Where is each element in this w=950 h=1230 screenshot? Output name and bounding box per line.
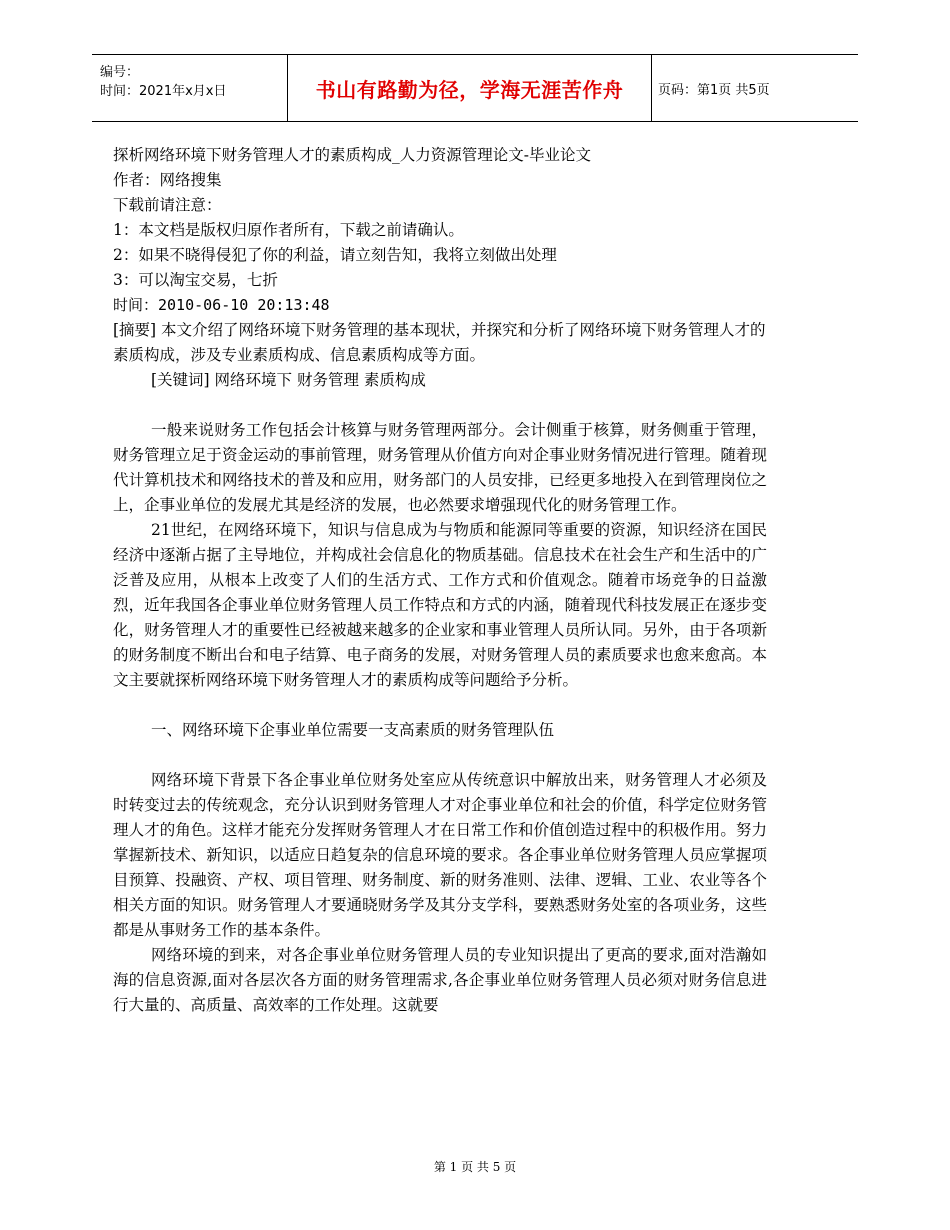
paragraph-1: 一般来说财务工作包括会计核算与财务管理两部分。会计侧重于核算，财务侧重于管理，财务管理立足于资金运动的事前管理，财务管理从价值方向对企事业财务情况进行管理。随着现代计算机技术和网络技术的普及和应用，财务部门的人员安排，已经更多地投入在到管理岗位之上，企事业单位的发展尤其是经济的发展，也必然要求增强现代化的财务管理工作。 <box>113 421 767 514</box>
document-body <box>113 143 767 1018</box>
header-meta-cell <box>92 55 288 121</box>
notice-heading: 下载前请注意： <box>113 196 222 214</box>
spacer <box>113 393 767 418</box>
footer-page-number: 第 1 页 共 5 页 <box>433 1160 517 1174</box>
paragraph-3: 网络环境下背景下各企事业单位财务处室应从传统意识中解放出来，财务管理人才必须及时转变过去的传统观念，充分认识到财务管理人才对企事业单位和社会的价值，科学定位财务管理人才的角色。这样才能充分发挥财务管理人才在日常工作和价值创造过程中的积极作用。努力掌握新技术、新知识，以适应日趋复杂的信息环境的要求。各企事业单位财务管理人员应掌握项目预算、投融资、产权、项目管理、财务制度、新的财务准则、法律、逻辑、工业、农业等各个相关方面的知识。财务管理人才要通晓财务学及其分支学科，要熟悉财务处室的各项业务，这些都是从事财务工作的基本条件。 <box>113 771 767 939</box>
page-header <box>92 54 858 122</box>
notice-item-2: 2：如果不晓得侵犯了你的利益，请立刻告知，我将立刻做出处理 <box>113 246 557 264</box>
document-title: 探析网络环境下财务管理人才的素质构成_人力资源管理论文-毕业论文 <box>113 146 591 164</box>
page-footer <box>0 1158 950 1175</box>
spacer <box>113 743 767 768</box>
abstract: [摘要] 本文介绍了网络环境下财务管理的基本现状，并探究和分析了网络环境下财务管理人才的素质构成，涉及专业素质构成、信息素质构成等方面。 <box>113 321 766 364</box>
document-author: 作者：网络搜集 <box>113 171 222 189</box>
document-number-label: 编号： <box>100 65 140 80</box>
header-page-label: 页码：第1页 共5页 <box>658 82 770 98</box>
notice-item-1: 1：本文档是版权归原作者所有，下载之前请确认。 <box>113 221 464 239</box>
keywords: [关键词] 网络环境下 财务管理 素质构成 <box>151 371 426 389</box>
paragraph-4: 网络环境的到来，对各企事业单位财务管理人员的专业知识提出了更高的要求,面对浩瀚如海的信息资源,面对各层次各方面的财务管理需求,各企事业单位财务管理人员必须对财务信息进行大量的、高质量、高效率的工作处理。这就要 <box>113 946 767 1014</box>
paragraph-2: 21世纪，在网络环境下，知识与信息成为与物质和能源同等重要的资源，知识经济在国民经济中逐渐占据了主导地位，并构成社会信息化的物质基础。信息技术在社会生产和生活中的广泛普及应用，从根本上改变了人们的生活方式、工作方式和价值观念。随着市场竞争的日益激烈，近年我国各企事业单位财务管理人员工作特点和方式的内涵，随着现代科技发展正在逐步变化，财务管理人才的重要性已经被越来越多的企业家和事业管理人员所认同。另外，由于各项新的财务制度不断出台和电子结算、电子商务的发展，对财务管理人员的素质要求也愈来愈高。本文主要就探析网络环境下财务管理人才的素质构成等问题给予分析。 <box>113 521 767 689</box>
section-heading-1: 一、网络环境下企事业单位需要一支高素质的财务管理队伍 <box>151 721 555 739</box>
header-motto: 书山有路勤为径，学海无涯苦作舟 <box>288 55 652 121</box>
notice-item-3: 3：可以淘宝交易，七折 <box>113 271 278 289</box>
spacer <box>113 693 767 718</box>
document-time: 时间：2010-06-10 20:13:48 <box>113 296 330 314</box>
document-date-label: 时间：2021年x月x日 <box>100 84 227 99</box>
